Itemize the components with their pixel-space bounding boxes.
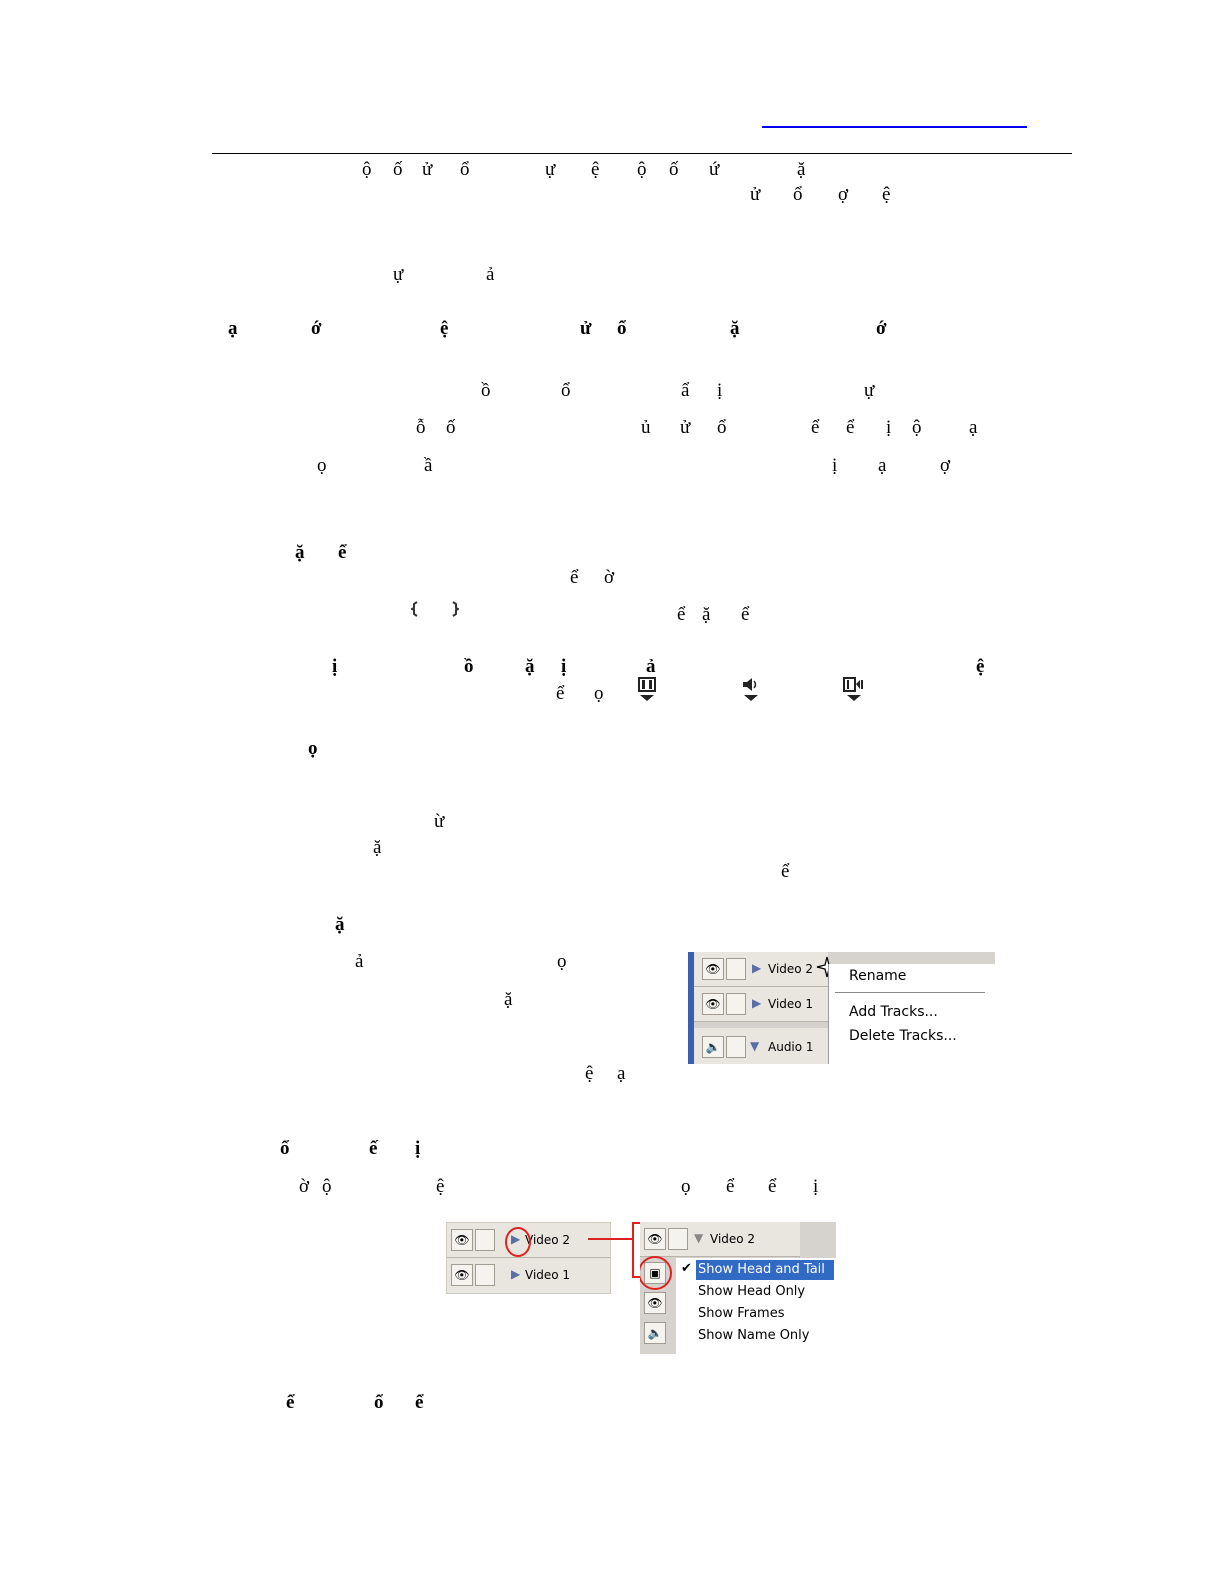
text-glyph: ả bbox=[486, 264, 495, 285]
menu-item-add-tracks[interactable]: Add Tracks... bbox=[849, 1004, 938, 1020]
text-glyph: ổ bbox=[793, 184, 803, 205]
text-glyph: ử bbox=[580, 318, 592, 339]
text-glyph: ể bbox=[570, 567, 579, 588]
text-glyph: ầ bbox=[424, 455, 433, 476]
text-glyph: ể bbox=[811, 417, 820, 438]
text-glyph: ố bbox=[669, 159, 679, 180]
text-glyph: ạ bbox=[878, 455, 887, 476]
collapsed-tracks-screenshot bbox=[446, 1222, 611, 1294]
text-glyph: ặ bbox=[702, 604, 711, 625]
text-glyph: ế bbox=[369, 1138, 378, 1159]
expand-triangle-icon[interactable]: ▶ bbox=[752, 961, 762, 975]
text-glyph: ọ bbox=[557, 951, 567, 972]
text-glyph: ể bbox=[741, 604, 750, 625]
expand-triangle-icon[interactable]: ▶ bbox=[511, 1232, 521, 1246]
display-style-menu bbox=[676, 1258, 836, 1354]
text-glyph: ổ bbox=[561, 380, 571, 401]
text-glyph: ặ bbox=[373, 837, 382, 858]
menu-item-show-name-only[interactable]: Show Name Only bbox=[698, 1328, 810, 1343]
text-glyph: ể bbox=[415, 1392, 424, 1413]
track-row-video-1[interactable] bbox=[694, 987, 828, 1022]
lock-box[interactable] bbox=[726, 1036, 746, 1058]
text-glyph: ừ bbox=[434, 811, 445, 832]
text-glyph: ặ bbox=[730, 318, 740, 339]
text-glyph: ể bbox=[556, 683, 565, 704]
text-glyph: ợ bbox=[940, 455, 951, 476]
track-label: Audio 1 bbox=[768, 1040, 814, 1054]
text-glyph: ể bbox=[286, 1392, 295, 1413]
speaker-icon bbox=[740, 676, 762, 702]
text-glyph: ị bbox=[415, 1138, 421, 1159]
text-glyph: ổ bbox=[280, 1138, 290, 1159]
text-glyph: ị bbox=[813, 1176, 819, 1197]
lock-box[interactable] bbox=[475, 1229, 495, 1251]
text-glyph: ặ bbox=[295, 542, 305, 563]
track-row-audio-1[interactable] bbox=[694, 1028, 828, 1064]
text-glyph: ớ bbox=[311, 318, 322, 339]
text-glyph: ợ bbox=[838, 184, 849, 205]
speaker-icon[interactable]: 🔈 bbox=[702, 1036, 724, 1058]
expand-triangle-icon[interactable]: ▶ bbox=[752, 996, 762, 1010]
text-glyph: ố bbox=[393, 159, 403, 180]
track-row-video-1[interactable] bbox=[447, 1258, 610, 1294]
text-glyph: ổ bbox=[617, 318, 627, 339]
menu-item-show-frames[interactable]: Show Frames bbox=[698, 1306, 785, 1321]
text-glyph: ể bbox=[781, 861, 790, 882]
text-glyph: ể bbox=[768, 1176, 777, 1197]
bracket-right-icon bbox=[451, 601, 459, 617]
text-glyph: ẩ bbox=[681, 380, 690, 401]
text-glyph: ặ bbox=[797, 159, 806, 180]
lock-box[interactable] bbox=[726, 958, 746, 980]
menu-item-show-head-only[interactable]: Show Head Only bbox=[698, 1284, 806, 1299]
text-glyph: ọ bbox=[308, 738, 318, 759]
connector-bracket bbox=[632, 1222, 634, 1278]
track-row-video-2[interactable] bbox=[640, 1222, 800, 1257]
highlight-circle bbox=[505, 1227, 531, 1257]
text-glyph: ạ bbox=[969, 417, 978, 438]
text-glyph: ị bbox=[717, 380, 723, 401]
track-row-video-2[interactable] bbox=[694, 952, 828, 987]
text-glyph: ỗ bbox=[416, 417, 426, 438]
lock-box[interactable] bbox=[475, 1264, 495, 1286]
text-glyph: ệ bbox=[882, 184, 891, 205]
text-glyph: ử bbox=[680, 417, 691, 438]
lock-box[interactable] bbox=[668, 1228, 688, 1250]
eye-icon[interactable]: 👁 bbox=[644, 1292, 666, 1314]
text-glyph: ệ bbox=[591, 159, 600, 180]
text-glyph: ặ bbox=[525, 656, 535, 677]
text-glyph: ổ bbox=[374, 1392, 384, 1413]
text-glyph: ể bbox=[726, 1176, 735, 1197]
track-label: Video 2 bbox=[768, 962, 814, 976]
film-speaker-icon bbox=[842, 676, 866, 702]
collapse-triangle-icon[interactable]: ▼ bbox=[694, 1231, 704, 1245]
header-rule bbox=[212, 153, 1072, 154]
text-glyph: ể bbox=[677, 604, 686, 625]
track-label: Video 1 bbox=[525, 1268, 571, 1282]
connector-arrow bbox=[588, 1238, 632, 1240]
header-link-underline[interactable] bbox=[762, 126, 1027, 128]
text-glyph: ọ bbox=[681, 1176, 691, 1197]
track-label: Video 1 bbox=[768, 997, 814, 1011]
text-glyph: ạ bbox=[228, 318, 238, 339]
track-context-menu-screenshot bbox=[688, 952, 995, 1064]
bracket-left-icon bbox=[411, 601, 419, 617]
text-glyph: ả bbox=[355, 951, 364, 972]
highlight-circle bbox=[640, 1256, 672, 1290]
text-glyph: ử bbox=[750, 184, 761, 205]
text-glyph: ờ bbox=[604, 567, 615, 588]
text-glyph: ớ bbox=[876, 318, 887, 339]
text-glyph: ủ bbox=[641, 417, 651, 438]
text-glyph: ổ bbox=[717, 417, 727, 438]
text-glyph: ự bbox=[864, 380, 875, 401]
track-label: Video 2 bbox=[710, 1232, 756, 1246]
eye-icon[interactable]: 👁 bbox=[702, 958, 724, 980]
connector-bracket-top bbox=[632, 1222, 640, 1224]
display-style-menu-screenshot bbox=[640, 1222, 836, 1354]
text-glyph: ị bbox=[332, 656, 338, 677]
eye-icon[interactable]: 👁 bbox=[644, 1228, 666, 1250]
text-glyph: ệ bbox=[436, 1176, 445, 1197]
text-glyph: ồ bbox=[464, 656, 474, 677]
text-glyph: ị bbox=[561, 656, 567, 677]
text-glyph: ị bbox=[886, 417, 892, 438]
text-glyph: ệ bbox=[976, 656, 985, 677]
eye-icon[interactable]: 👁 bbox=[451, 1264, 473, 1286]
text-glyph: ả bbox=[646, 656, 656, 677]
text-glyph: ạ bbox=[617, 1063, 626, 1084]
text-glyph: ể bbox=[338, 542, 347, 563]
text-glyph: ệ bbox=[440, 318, 449, 339]
menu-separator bbox=[835, 992, 985, 993]
text-glyph: ọ bbox=[594, 683, 604, 704]
text-glyph: ể bbox=[846, 417, 855, 438]
display-style-icon[interactable]: ▣ bbox=[644, 1262, 666, 1284]
text-glyph: ặ bbox=[335, 914, 345, 935]
context-menu bbox=[828, 964, 995, 1064]
text-glyph: ứ bbox=[709, 159, 720, 180]
text-glyph: ộ bbox=[362, 159, 372, 180]
connector-bracket-bottom bbox=[632, 1276, 640, 1278]
collapse-triangle-icon[interactable]: ▼ bbox=[750, 1039, 760, 1053]
text-glyph: ộ bbox=[912, 417, 922, 438]
film-icon bbox=[636, 676, 658, 702]
text-glyph: ồ bbox=[481, 380, 491, 401]
menu-item-delete-tracks[interactable]: Delete Tracks... bbox=[849, 1028, 957, 1044]
text-glyph: ị bbox=[832, 455, 838, 476]
lock-box[interactable] bbox=[726, 993, 746, 1015]
text-glyph: ộ bbox=[322, 1176, 332, 1197]
text-glyph: ự bbox=[545, 159, 556, 180]
expand-triangle-icon[interactable]: ▶ bbox=[511, 1267, 521, 1281]
text-glyph: ố bbox=[446, 417, 456, 438]
text-glyph: ự bbox=[393, 264, 404, 285]
eye-icon[interactable]: 👁 bbox=[451, 1229, 473, 1251]
text-glyph: ộ bbox=[637, 159, 647, 180]
eye-icon[interactable]: 👁 bbox=[702, 993, 724, 1015]
speaker-icon[interactable]: 🔈 bbox=[644, 1322, 666, 1344]
track-label: Video 2 bbox=[525, 1233, 571, 1247]
text-glyph: ờ bbox=[299, 1176, 310, 1197]
text-glyph: ọ bbox=[317, 455, 327, 476]
menu-item-rename[interactable]: Rename bbox=[849, 968, 907, 984]
checkmark-icon: ✔ bbox=[681, 1261, 692, 1276]
text-glyph: ử bbox=[422, 159, 433, 180]
text-glyph: ổ bbox=[460, 159, 470, 180]
text-glyph: ặ bbox=[504, 989, 513, 1010]
text-glyph: ệ bbox=[585, 1063, 594, 1084]
menu-item-show-head-and-tail[interactable]: Show Head and Tail bbox=[698, 1262, 825, 1277]
